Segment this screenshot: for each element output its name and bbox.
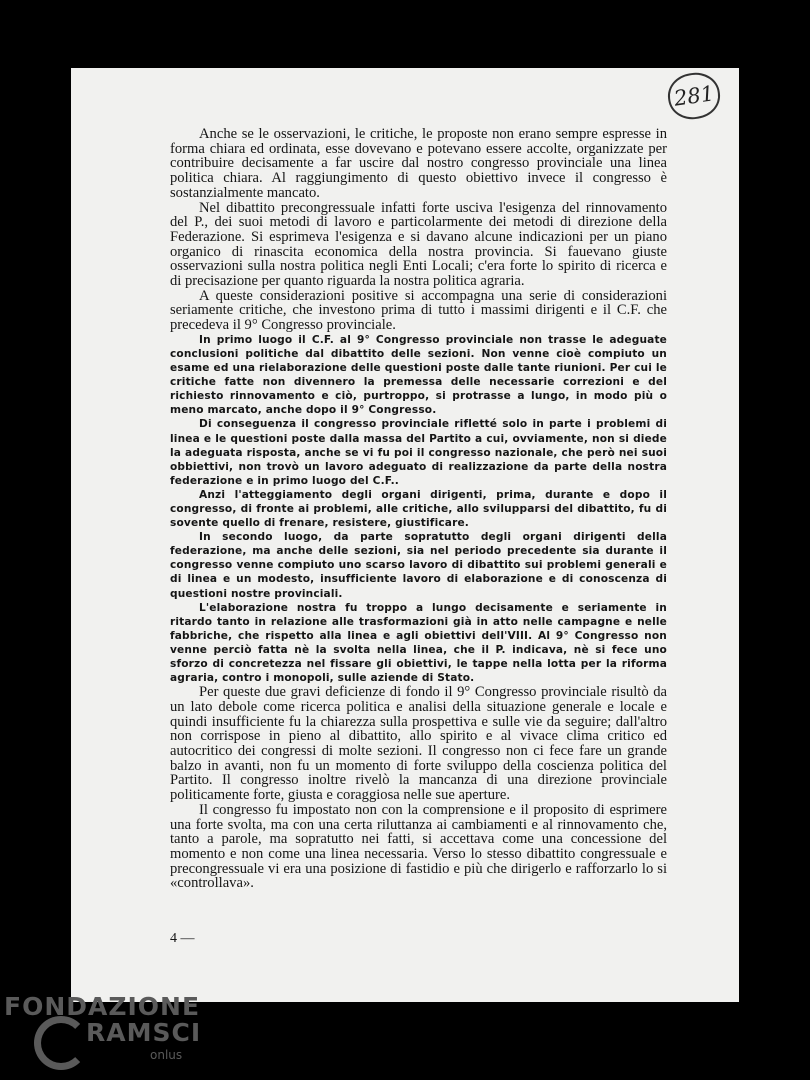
paragraph-bold: Anzi l'atteggiamento degli organi dirigenti, prima, durante e dopo il congresso, di fronte ai problemi, alle critiche, allo svilupparsi del dibattito, fu di sovente quello di frenare, resistere, giustificare. bbox=[170, 488, 667, 530]
handwritten-page-annotation: 281 bbox=[665, 70, 723, 123]
watermark-g-glyph bbox=[34, 1016, 88, 1070]
watermark-line-3: onlus bbox=[150, 1048, 183, 1062]
paragraph-bold: In secondo luogo, da parte sopratutto degli organi dirigenti della federazione, ma anche delle sezioni, sia nel periodo precedente sia durante il congresso venne compiuto uno scarso lavoro di dibattito sui problemi generali e di linea e un modesto, insufficiente lavoro di elaborazione e di conoscenza di questioni nostre provinciali. bbox=[170, 531, 667, 600]
paragraph-bold: L'elaborazione nostra fu troppo a lungo decisamente e seriamente in ritardo tanto in relazione alle trasformazioni già in atto nelle campagne e nelle fabbriche, che rispetto alla linea e agli obiettivi dell'VIII. Al 9° Congresso non venne perciò fatta nè la svolta nella linea, che il P. indicava, nè si fece uno sforzo di concretezza nel fissare gli obiettivi, le tappe nella lotta per la riforma agraria, contro i monopoli, sulle aziende di Stato. bbox=[170, 601, 667, 685]
paragraph: Per queste due gravi deficienze di fondo il 9° Congresso provinciale risultò da un lato debole come ricerca politica e analisi della situazione generale e locale e quindi insufficiente fu la chiarezza sulla prospettiva e sulle vie da seguire; dall'altro non corrispose in pieno al dibattito, allo spirito e al vivace clima critico ed autocritico dei congressi di molte sezioni. Il congresso non ci fece fare un grande balzo in avanti, non fu un momento di forte sviluppo della coscienza politica del Partito. Il congresso inoltre rivelò la mancanza di una direzione provinciale politicamente forte, giusta e coraggiosa nelle sue aperture. bbox=[170, 684, 667, 804]
watermark-line-1: FONDAZIONE bbox=[4, 992, 201, 1021]
watermark-line-2: RAMSCI bbox=[86, 1018, 202, 1047]
paragraph: Anche se le osservazioni, le critiche, le proposte non erano sempre espresse in forma chiara ed ordinata, esse dovevano e potevano essere accolte, organizzate per contribuire decisamente a far uscire dal nostro congresso provinciale una linea politica chiara. Al raggiungimento di questo obiettivo invece il congresso è sostanzialmente mancato. bbox=[170, 126, 667, 201]
paragraph: Il congresso fu impostato non con la comprensione e il proposito di esprimere una forte svolta, ma con una certa riluttanza ai cambiamenti e al rinnovamento che, tanto a parole, ma sopratutto nei fatti, si accettava come una concessione del momento e non come una linea necessaria. Verso lo stesso dibattito congressuale e precongressuale vi era una posizione di fastidio e più che dirigerlo e rafforzarlo lo si «controllava». bbox=[170, 801, 667, 892]
fondazione-gramsci-watermark bbox=[4, 992, 204, 1072]
document-body bbox=[170, 127, 667, 891]
paragraph: A queste considerazioni positive si accompagna una serie di considerazioni seriamente critiche, che investono prima di tutto i massimi dirigenti e il C.F. che precedeva il 9° Congresso provinciale. bbox=[170, 287, 667, 334]
paragraph: Nel dibattito precongressuale infatti forte usciva l'esigenza del rinnovamento del P., dei suoi metodi di lavoro e particolarmente dei metodi di direzione della Federazione. Si esprimeva l'esigenza e si davano alcune indicazioni per un piano organico di rinascita economica della nostra provincia. Si fauevano giuste osservazioni sulla nostra politica negli Enti Locali; c'era forte lo spirito di ricerca e di precisazione per quanto riguarda la nostra politica agraria. bbox=[170, 199, 667, 290]
paragraph-bold: In primo luogo il C.F. al 9° Congresso provinciale non trasse le adeguate conclusioni politiche dal dibattito delle sezioni. Non venne cioè compiuto un esame ed una rielaborazione delle questioni poste dalle tante riunioni. Per cui le critiche fatte non divennero la premessa delle necessarie correzioni e del richiesto rinnovamento e ciò, purtroppo, si protrasse a lungo, in modo più o meno marcato, anche dopo il 9° Congresso. bbox=[170, 333, 667, 417]
page-number: 4 — bbox=[170, 931, 195, 946]
paragraph-bold: Di conseguenza il congresso provinciale rifletté solo in parte i problemi di linea e le questioni poste dalla massa del Partito a cui, ovviamente, non si diede la adeguata risposta, anche se vi fu poi il congresso nazionale, che però nei suoi obbiettivi, non trovò un lavoro adeguato di realizzazione da parte della nostra federazione e in primo luogo del C.F.. bbox=[170, 418, 667, 487]
